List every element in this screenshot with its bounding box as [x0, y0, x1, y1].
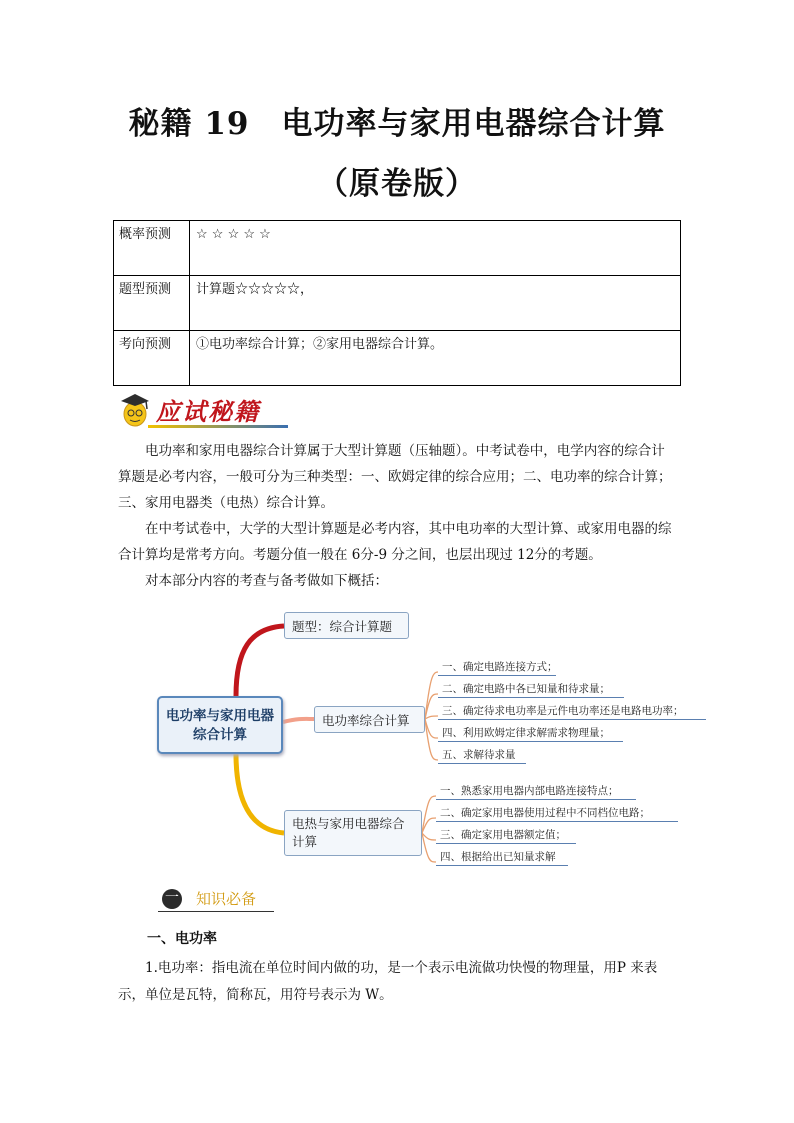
mindmap-leaf: 三、确定家用电器额定值；: [440, 829, 566, 841]
banner-text: 应试秘籍: [156, 397, 260, 426]
leaf-underline: [436, 799, 636, 800]
section-underline: [158, 911, 274, 912]
paragraph: 1.电功率：指电流在单位时间内做的功，是一个表示电流做功快慢的物理量，用P 来表示，单位是瓦特，简称瓦，用符号表示为 W。: [118, 960, 658, 1003]
leaf-underline: [436, 865, 568, 866]
leaf-underline: [436, 843, 576, 844]
mindmap-branch-power: 电功率综合计算: [314, 706, 425, 733]
row-value: 计算题☆☆☆☆☆，: [190, 276, 681, 331]
row-label: 概率预测: [114, 221, 190, 276]
paragraph: 对本部分内容的考查与备考做如下概括：: [145, 573, 388, 589]
definition-text: [118, 955, 678, 1009]
leaf-underline: [436, 821, 678, 822]
paragraph: 电功率和家用电器综合计算属于大型计算题（压轴题）。中考试卷中，电学内容的综合计算题是必考内容，一般可分为三种类型：一、欧姆定律的综合应用；二、电功率的综合计算；三、家用电器类（电热）综合计算。: [118, 443, 672, 511]
leaf-underline: [438, 675, 556, 676]
mindmap-branch-appliance: 电热与家用电器综合计算: [284, 810, 422, 856]
section-label: 知识必备: [196, 890, 257, 908]
leaf-underline: [438, 763, 526, 764]
row-value: ☆ ☆ ☆ ☆ ☆: [190, 221, 681, 276]
mindmap-leaf: 一、熟悉家用电器内部电路连接特点；: [440, 785, 619, 797]
row-label: 题型预测: [114, 276, 190, 331]
mindmap-leaf: 一、确定电路连接方式；: [442, 661, 558, 673]
page-subtitle: （原卷版）: [317, 166, 477, 202]
section-header: [158, 884, 278, 914]
section-badge: 一: [162, 889, 182, 909]
leaf-underline: [438, 719, 706, 720]
leaf-underline: [438, 741, 623, 742]
leaf-underline: [438, 697, 624, 698]
mindmap-leaf: 三、确定待求电功率是元件电功率还是电路电功率；: [442, 705, 684, 717]
mindmap-root: 电功率与家用电器综合计算: [157, 696, 283, 754]
paragraph: 在中考试卷中，大学的大型计算题是必考内容，其中电功率的大型计算、或家用电器的综合计算均是常考方向。考题分值一般在 6分-9 分之间，也层出现过 12分的考题。: [118, 521, 672, 563]
mindmap-leaf: 二、确定电路中各已知量和待求量；: [442, 683, 610, 695]
row-label: 考向预测: [114, 331, 190, 386]
mindmap-leaf: 四、利用欧姆定律求解需求物理量；: [442, 727, 610, 739]
mindmap-leaf: 四、根据给出已知量求解: [440, 851, 556, 863]
subsection-heading: 一、电功率: [147, 931, 217, 947]
mindmap-leaf: 五、求解待求量: [442, 749, 516, 761]
page-title: 秘籍 19 电功率与家用电器综合计算: [128, 106, 666, 142]
row-value: ①电功率综合计算；②家用电器综合计算。: [190, 331, 681, 386]
mindmap-leaf: 二、确定家用电器使用过程中不同档位电路；: [440, 807, 650, 819]
mindmap-branch-type: 题型：综合计算题: [284, 612, 409, 639]
